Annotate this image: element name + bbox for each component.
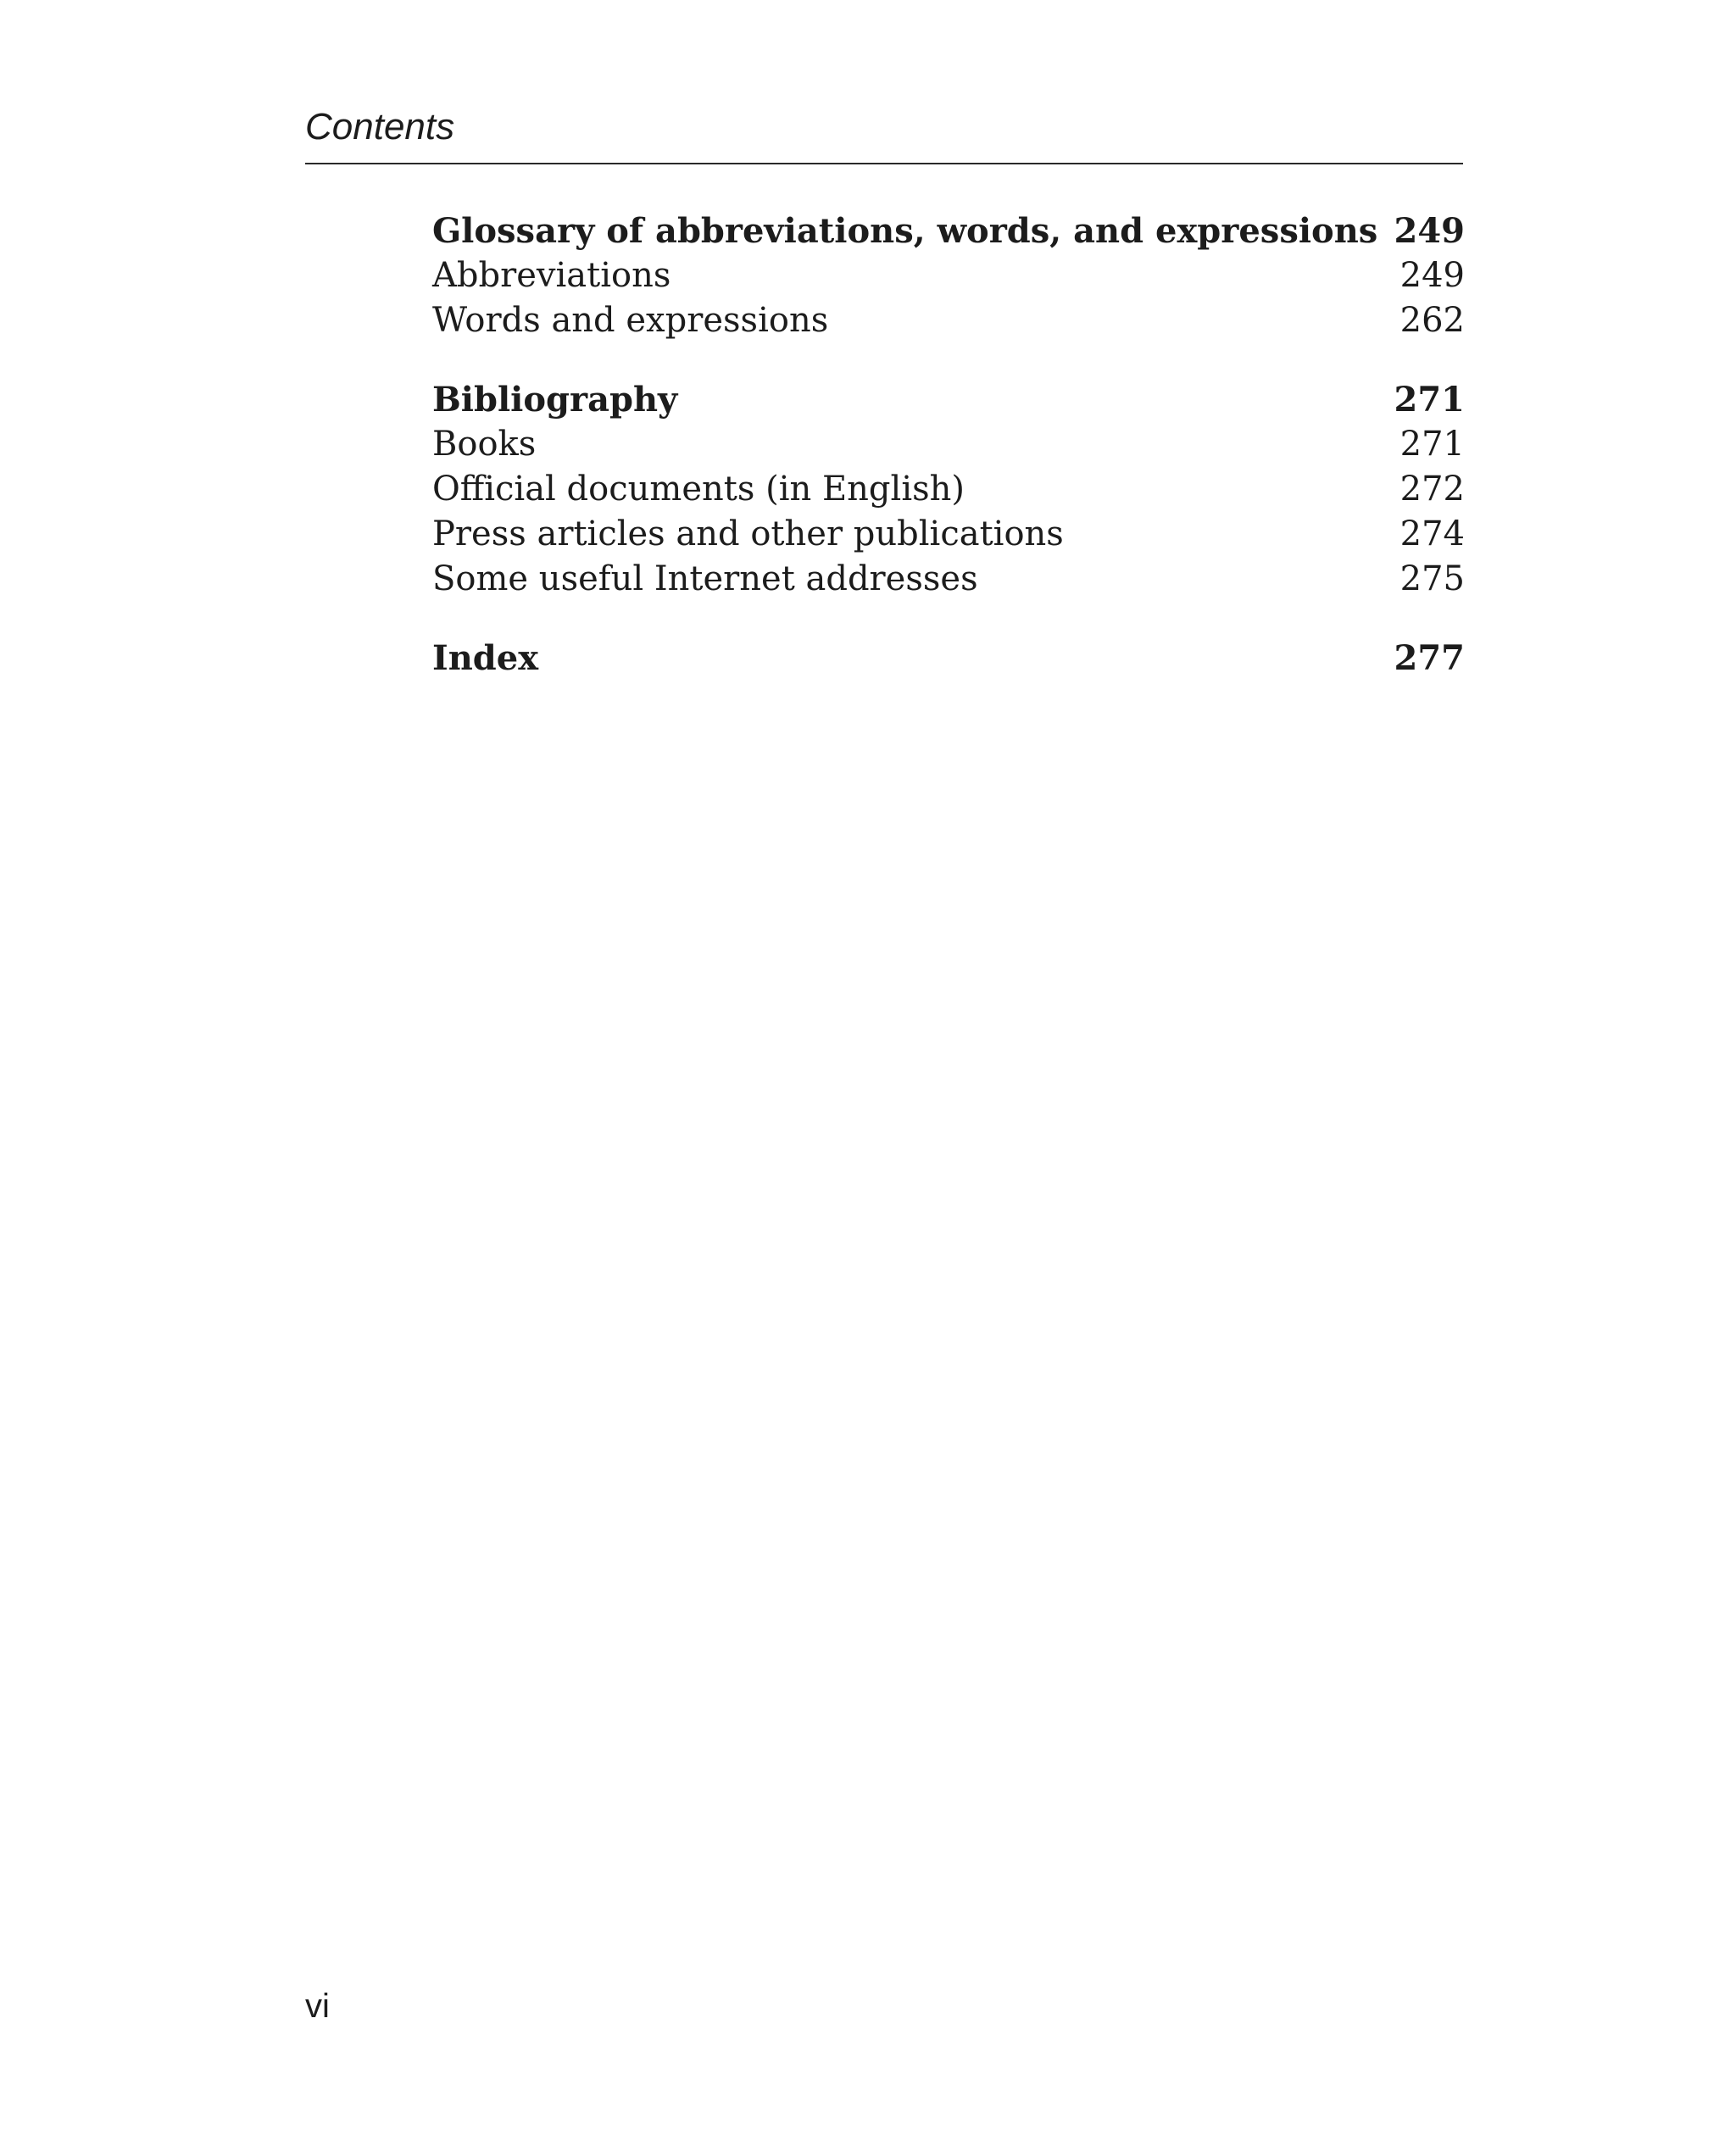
header-rule <box>305 163 1463 164</box>
toc-heading-title: Glossary of abbreviations, words, and expressions <box>432 211 1378 251</box>
toc-entry-page: 262 <box>1399 301 1465 340</box>
toc-entry-page: 275 <box>1399 559 1465 598</box>
toc-entry-title: Press articles and other publications <box>432 514 1064 553</box>
toc-heading-page: 271 <box>1394 380 1465 420</box>
toc-heading-index[interactable] <box>432 636 1465 681</box>
toc-entry-press-articles[interactable] <box>432 512 1465 557</box>
toc-entry-words-and-expressions[interactable] <box>432 298 1465 343</box>
toc-heading-page: 277 <box>1394 638 1465 678</box>
toc-entry-abbreviations[interactable] <box>432 253 1465 298</box>
toc-entry-title: Books <box>432 425 537 464</box>
page-number: vi <box>305 1988 330 2025</box>
toc-heading-glossary[interactable] <box>432 208 1465 253</box>
toc-entry-page: 271 <box>1399 425 1465 464</box>
toc-entry-page: 272 <box>1399 470 1465 509</box>
toc-heading-title: Bibliography <box>432 380 678 420</box>
toc-section-bibliography <box>432 377 1465 602</box>
toc-section-glossary <box>432 208 1465 343</box>
toc-heading-title: Index <box>432 638 539 678</box>
toc-entry-books[interactable] <box>432 422 1465 467</box>
toc-entry-title: Abbreviations <box>432 256 671 295</box>
toc-entry-title: Words and expressions <box>432 301 829 340</box>
toc-entry-page: 249 <box>1399 256 1465 295</box>
toc-entry-title: Some useful Internet addresses <box>432 559 978 598</box>
toc-entry-official-documents[interactable] <box>432 467 1465 512</box>
toc-heading-page: 249 <box>1394 211 1465 251</box>
toc-heading-bibliography[interactable] <box>432 377 1465 422</box>
toc-entry-page: 274 <box>1399 514 1465 553</box>
toc-entry-title: Official documents (in English) <box>432 470 965 509</box>
running-head: Contents <box>305 106 455 147</box>
table-of-contents <box>432 208 1465 714</box>
toc-entry-internet-addresses[interactable] <box>432 557 1465 602</box>
toc-section-index <box>432 636 1465 681</box>
